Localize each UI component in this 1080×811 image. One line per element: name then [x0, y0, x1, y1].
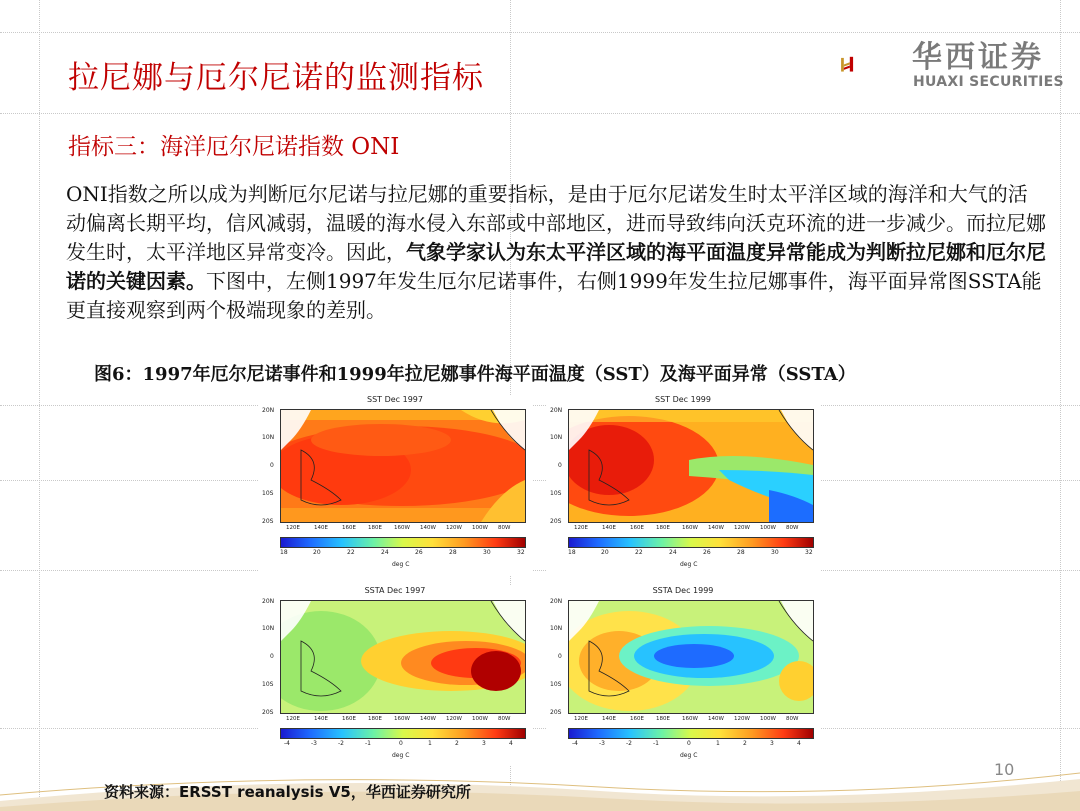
guide-line	[0, 405, 1080, 406]
colorbar-tick: -2	[338, 740, 344, 747]
colorbar-tick: -4	[284, 740, 290, 747]
lon-label: 180E	[368, 525, 382, 531]
ssta-map	[280, 600, 526, 714]
lon-label: 120W	[446, 525, 462, 531]
colorbar	[280, 537, 526, 548]
colorbar-tick: 28	[737, 549, 745, 556]
ssta-map	[568, 600, 814, 714]
colorbar-tick: 22	[347, 549, 355, 556]
colorbar-tick: -3	[599, 740, 605, 747]
body-paragraph	[66, 180, 1046, 325]
ssta-map-svg	[569, 601, 813, 713]
page-title: 拉尼娜与厄尔尼诺的监测指标	[68, 60, 484, 96]
lon-label: 140E	[602, 525, 616, 531]
colorbar-tick: 20	[313, 549, 321, 556]
unit-label: deg C	[680, 752, 698, 759]
lon-label: 160W	[682, 716, 698, 722]
panel-title: SST Dec 1997	[367, 395, 423, 404]
lon-label: 180E	[368, 716, 382, 722]
huaxi-logo	[840, 36, 900, 94]
lon-label: 160E	[630, 716, 644, 722]
lon-label: 100W	[760, 525, 776, 531]
lon-label: 140E	[314, 716, 328, 722]
unit-label: deg C	[392, 752, 410, 759]
lon-label: 120W	[446, 716, 462, 722]
lat-label: 0	[270, 653, 274, 660]
lon-label: 140W	[708, 716, 724, 722]
lon-label: 160W	[394, 716, 410, 722]
colorbar-tick: 1	[716, 740, 720, 747]
lat-label: 10N	[262, 434, 275, 441]
guide-line	[0, 570, 1080, 571]
lon-label: 140W	[420, 525, 436, 531]
lat-label: 10S	[550, 681, 562, 688]
colorbar	[568, 537, 814, 548]
sst-map-svg	[281, 410, 525, 522]
lat-label: 0	[558, 653, 562, 660]
lat-label: 20N	[262, 598, 275, 605]
lon-label: 80W	[498, 716, 511, 722]
lat-label: 0	[558, 462, 562, 469]
colorbar	[280, 728, 526, 739]
colorbar-tick: 1	[428, 740, 432, 747]
panel-title: SSTA Dec 1997	[364, 586, 426, 595]
sst-map	[568, 409, 814, 523]
lon-label: 120E	[574, 716, 588, 722]
colorbar-tick: 30	[483, 549, 491, 556]
lon-label: 180E	[656, 716, 670, 722]
figure-caption: 图6：1997年厄尔尼诺事件和1999年拉尼娜事件海平面温度（SST）及海平面异常（SSTA）	[94, 364, 856, 385]
lon-label: 120W	[734, 716, 750, 722]
map-panel-sst-1997	[258, 395, 532, 575]
lon-label: 140E	[314, 525, 328, 531]
colorbar-tick: 20	[601, 549, 609, 556]
lon-label: 160E	[630, 525, 644, 531]
lon-label: 80W	[786, 525, 799, 531]
lat-label: 20N	[550, 407, 563, 414]
sst-map-svg	[569, 410, 813, 522]
lat-label: 20S	[550, 709, 562, 716]
colorbar-tick: 3	[770, 740, 774, 747]
colorbar-tick: 2	[743, 740, 747, 747]
panel-title: SST Dec 1999	[655, 395, 711, 404]
colorbar-tick: 22	[635, 549, 643, 556]
lon-label: 120E	[286, 525, 300, 531]
lat-label: 20S	[262, 709, 274, 716]
lon-label: 180E	[656, 525, 670, 531]
lat-label: 10N	[550, 625, 563, 632]
lon-label: 80W	[786, 716, 799, 722]
colorbar-tick: 30	[771, 549, 779, 556]
lon-label: 160E	[342, 525, 356, 531]
colorbar-tick: 4	[509, 740, 513, 747]
colorbar-tick: 24	[381, 549, 389, 556]
guide-line	[0, 728, 1080, 729]
section-subtitle: 指标三：海洋厄尔尼诺指数 ONI	[68, 134, 400, 160]
colorbar-tick: 32	[805, 549, 813, 556]
map-panel-ssta-1997	[258, 586, 532, 766]
paragraph-text: ONI指数之所以成为判断厄尔尼诺与拉尼娜的重要指标，是由于厄尔尼诺发生时太平洋区域的海洋和大气的活动偏离长期平均，信风减弱，温暖的海水侵入东部或中部地区，进而导致纬向沃克环流的进一步减少。而拉尼娜发生时，太平洋地区异常变冷。因此，	[66, 182, 1046, 264]
lat-label: 20S	[550, 518, 562, 525]
colorbar-tick: -2	[626, 740, 632, 747]
colorbar-tick: 28	[449, 549, 457, 556]
map-panel-sst-1999	[546, 395, 820, 575]
lon-label: 120W	[734, 525, 750, 531]
lon-label: 140W	[708, 525, 724, 531]
lat-label: 20N	[550, 598, 563, 605]
lat-label: 20N	[262, 407, 275, 414]
lon-label: 80W	[498, 525, 511, 531]
paragraph-bold-text: 气象学家认为东太平洋区域的海平面温度异常能成为判断拉尼娜和厄尔尼诺的关键因素。	[66, 240, 1046, 293]
lon-label: 160W	[682, 525, 698, 531]
lat-label: 10S	[262, 490, 274, 497]
lon-label: 140W	[420, 716, 436, 722]
colorbar-tick: 0	[687, 740, 691, 747]
paragraph-text: 下图中，左侧1997年发生厄尔尼诺事件，右侧1999年发生拉尼娜事件，海平面异常图SSTA能更直接观察到两个极端现象的差别。	[66, 269, 1042, 322]
unit-label: deg C	[392, 561, 410, 568]
colorbar-tick: 18	[280, 549, 288, 556]
logo-en-text: HUAXI SECURITIES	[913, 74, 1064, 90]
lat-label: 0	[270, 462, 274, 469]
colorbar-tick: 32	[517, 549, 525, 556]
lat-label: 10N	[262, 625, 275, 632]
colorbar-tick: 4	[797, 740, 801, 747]
colorbar-tick: -1	[365, 740, 371, 747]
colorbar-tick: -1	[653, 740, 659, 747]
colorbar-tick: 18	[568, 549, 576, 556]
lon-label: 120E	[286, 716, 300, 722]
lon-label: 140E	[602, 716, 616, 722]
lon-label: 120E	[574, 525, 588, 531]
lat-label: 10S	[550, 490, 562, 497]
lat-label: 20S	[262, 518, 274, 525]
colorbar-tick: -4	[572, 740, 578, 747]
guide-line	[0, 113, 1080, 114]
colorbar	[568, 728, 814, 739]
lon-label: 100W	[472, 716, 488, 722]
colorbar-tick: 3	[482, 740, 486, 747]
lon-label: 160W	[394, 525, 410, 531]
map-panel-ssta-1999	[546, 586, 820, 766]
colorbar-tick: -3	[311, 740, 317, 747]
colorbar-tick: 0	[399, 740, 403, 747]
sst-map	[280, 409, 526, 523]
source-note: 资料来源：ERSST reanalysis V5，华西证券研究所	[104, 783, 471, 801]
lat-label: 10N	[550, 434, 563, 441]
lon-label: 100W	[760, 716, 776, 722]
guide-line	[0, 480, 1080, 481]
lon-label: 160E	[342, 716, 356, 722]
lat-label: 10S	[262, 681, 274, 688]
panel-title: SSTA Dec 1999	[652, 586, 714, 595]
ssta-map-svg	[281, 601, 525, 713]
unit-label: deg C	[680, 561, 698, 568]
colorbar-tick: 26	[415, 549, 423, 556]
page-number: 10	[994, 760, 1015, 779]
logo-cn-text: 华西证券	[912, 40, 1044, 75]
colorbar-tick: 24	[669, 549, 677, 556]
colorbar-tick: 26	[703, 549, 711, 556]
lon-label: 100W	[472, 525, 488, 531]
colorbar-tick: 2	[455, 740, 459, 747]
